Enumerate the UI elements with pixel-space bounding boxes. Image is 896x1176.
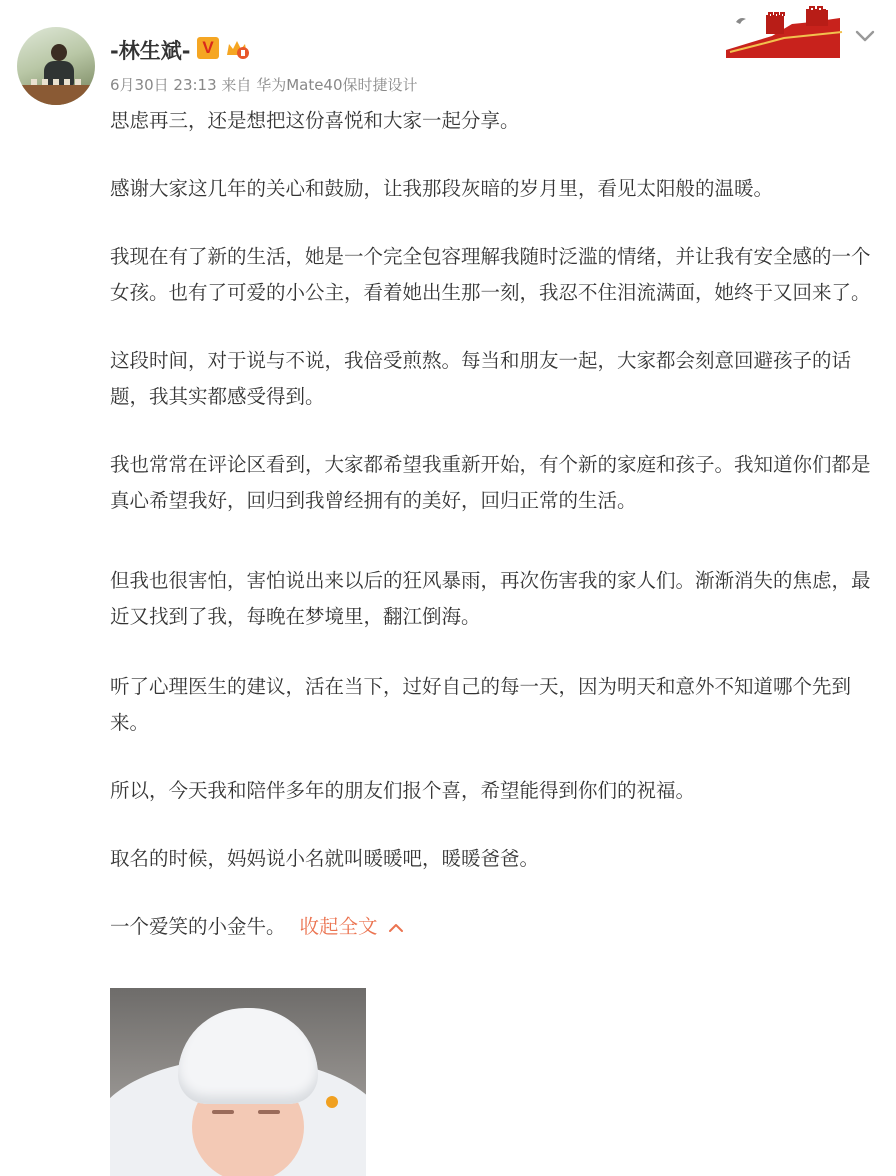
post-paragraph: 取名的时候，妈妈说小名就叫暖暖吧，暖暖爸爸。 (110, 847, 540, 870)
great-wall-decoration-icon (722, 2, 846, 58)
collapse-full-text-link[interactable]: 收起全文 (299, 915, 378, 938)
post-paragraph: 思虑再三，还是想把这份喜悦和大家一起分享。 (110, 109, 520, 132)
author-avatar[interactable] (17, 27, 95, 105)
post-last-line (110, 909, 880, 945)
photo-baby-hat (178, 1008, 318, 1104)
post-header (0, 0, 896, 110)
chevron-up-icon[interactable] (388, 922, 404, 934)
author-name[interactable]: -林生斌- (110, 39, 191, 63)
photo-orange-spot (326, 1096, 338, 1108)
photo-baby-eye (212, 1110, 234, 1114)
post-paragraph: 一个爱笑的小金牛。 (110, 915, 286, 938)
avatar-tea-table (21, 85, 91, 105)
post-paragraph: 所以，今天我和陪伴多年的朋友们报个喜，希望能得到你们的祝福。 (110, 779, 696, 802)
photo-baby-eye (258, 1110, 280, 1114)
avatar-figure-head (51, 44, 67, 61)
chevron-down-icon[interactable] (852, 24, 878, 48)
post-source: 来自 华为Mate40保时捷设计 (221, 76, 418, 94)
post-paragraph: 我也常常在评论区看到，大家都希望我重新开始，有个新的家庭和孩子。我知道你们都是真心希望我好，回归到我曾经拥有的美好，回归正常的生活。 (110, 453, 871, 512)
post-paragraph: 但我也很害怕，害怕说出来以后的狂风暴雨，再次伤害我的家人们。渐渐消失的焦虑，最近又找到了我，每晚在梦境里，翻江倒海。 (110, 569, 871, 628)
post-paragraph: 感谢大家这几年的关心和鼓励，让我那段灰暗的岁月里，看见太阳般的温暖。 (110, 177, 774, 200)
post-meta (110, 74, 418, 95)
post-image-baby[interactable] (110, 988, 366, 1176)
post-paragraph: 我现在有了新的生活，她是一个完全包容理解我随时泛滥的情绪，并让我有安全感的一个女孩。也有了可爱的小公主，看着她出生那一刻，我忍不住泪流满面，她终于又回来了。 (110, 245, 871, 304)
post-body (110, 103, 880, 945)
verified-v-badge-icon: V (197, 37, 219, 59)
member-level-icon (224, 37, 250, 61)
post-timestamp[interactable]: 6月30日 23:13 (110, 76, 217, 94)
post-paragraph: 听了心理医生的建议，活在当下，过好自己的每一天，因为明天和意外不知道哪个先到来。 (110, 675, 852, 734)
post-paragraph: 这段时间，对于说与不说，我倍受煎熬。每当和朋友一起，大家都会刻意回避孩子的话题，我其实都感受得到。 (110, 349, 852, 408)
